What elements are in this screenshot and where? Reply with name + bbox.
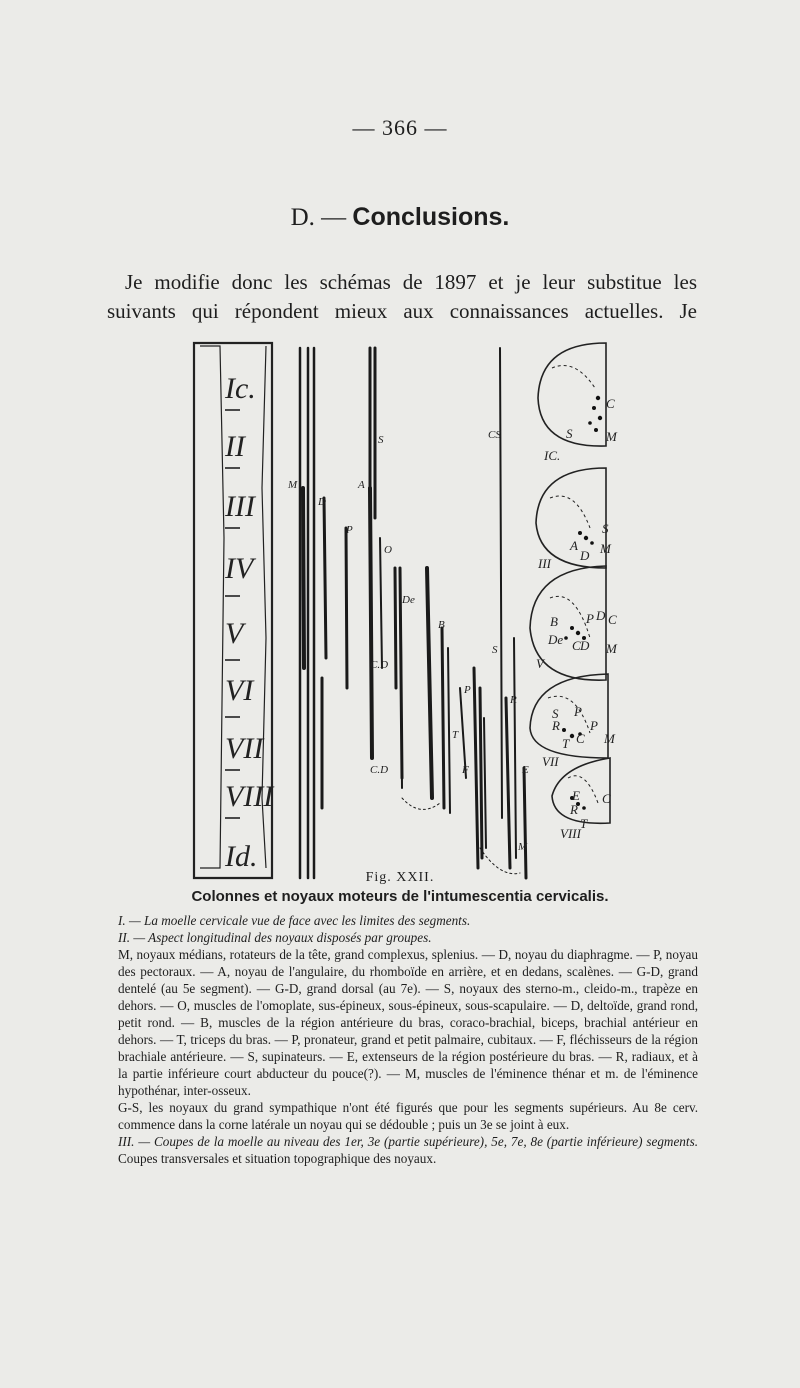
nucleus-label: C: [602, 791, 611, 806]
nucleus-label: P: [574, 704, 582, 719]
cross-sections: [530, 343, 610, 823]
motor-columns: [300, 348, 526, 878]
column-label: M: [288, 479, 298, 491]
column-label: P: [346, 524, 353, 536]
heading-dash: —: [321, 204, 347, 231]
column-label: P: [464, 684, 471, 696]
section-letter: D.: [290, 204, 315, 231]
nucleus-label: D: [596, 608, 606, 623]
nucleus-label: D: [580, 548, 590, 563]
nucleus-label: S: [566, 426, 573, 441]
legend-part-iii: III. — Coupes de la moelle au niveau des 1er, 3e (partie supérieure), 5e, 7e, 8e (partie inférieure) segments.: [118, 1134, 698, 1149]
page-number: — 366 —: [352, 115, 448, 140]
nucleus-label: De: [548, 632, 564, 647]
figure-legend: [118, 912, 698, 1167]
column-label: C.D: [370, 659, 389, 671]
legend-gs-text: G-S, les noyaux du grand sympathique n'ont été figurés que pour les segments supérieurs. Au 8e cerv. commence dans la corne latérale un noyau qui se dédouble ; puis un 3e se joint à eux.: [118, 1100, 698, 1132]
segment-label: III: [225, 490, 255, 523]
segment-label: VII: [225, 732, 264, 765]
nucleus-label: M: [604, 731, 615, 746]
segment-label: Ic.: [225, 372, 256, 405]
intro-paragraph: [107, 268, 697, 326]
legend-part-ii-text: M, noyaux médians, rotateurs de la tête, grand complexus, splenius. — D, noyau du diaphragme. — P, noyau des pectoraux. — A, noyau de l'angulaire, du rhomboïde en arrière, et en dedans, scalènes. — G-D, grand dentelé (au 5e segment). — G-D, grand dorsal (au 7e). — S, noyaux des sterno-m., cleido-m., trapèze en dehors. — O, muscles de l'omoplate, sus-épineux, sous-épineux, sous-scapulaire. — D, deltoïde, grand rond, petit rond. — B, muscles de la région antérieure du bras, coraco-brachial, biceps, brachial antérieur en dehors. — T, triceps du bras. — P, pronateur, grand et petit palmaire, cubitaux. — F, fléchisseurs de la région brachiale antérieure. — S, supinateurs. — E, extenseurs de la région postérieure du bras. — R, radiaux, et à la partie inférieure court abducteur du pouce(?). — M, muscles de l'éminence thénar et m. de l'éminence hypothénar, inter-osseux.: [118, 947, 698, 1098]
section-label: VII: [542, 754, 559, 769]
column-label: M: [518, 841, 528, 853]
nucleus-label: E: [572, 788, 580, 803]
figure-label: Fig. XXII.: [365, 870, 435, 885]
column-label: De: [402, 594, 415, 606]
figure-caption: Colonnes et noyaux moteurs de l'intumescentia cervicalis.: [191, 888, 609, 905]
section-label: IC.: [544, 448, 561, 463]
nucleus-label: C: [608, 612, 617, 627]
column-label: S: [492, 644, 498, 656]
column-label: D: [318, 496, 326, 508]
figure-xxii: [180, 338, 620, 883]
section-title: Conclusions.: [352, 203, 510, 231]
column-label: F: [462, 764, 469, 776]
nucleus-label: P: [586, 611, 594, 626]
nucleus-label: S: [602, 521, 609, 536]
column-label: C.D: [370, 764, 389, 776]
legend-part-iii-text: Coupes transversales et situation topographique des noyaux.: [118, 1151, 437, 1166]
nucleus-label: C: [572, 638, 581, 653]
legend-part-ii: II. — Aspect longitudinal des noyaux disposés par groupes.: [118, 930, 432, 945]
nucleus-label: R: [552, 718, 560, 733]
intro-line: Je modifie donc les schémas de 1897 et je leur substitue les: [125, 270, 697, 294]
section-label: VIII: [560, 826, 581, 841]
column-label: R: [510, 694, 517, 706]
column-label: A: [358, 479, 365, 491]
nucleus-label: C: [606, 396, 615, 411]
segment-label: II: [225, 430, 245, 463]
nucleus-label: S: [552, 706, 559, 721]
segment-label: V: [225, 617, 244, 650]
column-label: B: [438, 619, 445, 631]
nucleus-label: D: [580, 638, 590, 653]
segment-label: Id.: [225, 840, 258, 873]
nucleus-label: B: [550, 614, 558, 629]
intro-line: suivants qui répondent mieux aux connaissances actuelles. Je: [107, 299, 697, 323]
segment-label: VIII: [225, 780, 274, 813]
nucleus-label: P: [590, 718, 598, 733]
section-label: III: [538, 556, 551, 571]
nucleus-label: M: [600, 541, 611, 556]
nucleus-label: T: [562, 736, 570, 751]
nucleus-label: M: [606, 641, 617, 656]
nucleus-label: C: [576, 731, 585, 746]
nucleus-label: M: [606, 429, 617, 444]
segment-label: VI: [225, 674, 254, 707]
column-label: S: [378, 434, 384, 446]
nucleus-label: A: [570, 538, 578, 553]
segment-label: IV: [225, 552, 254, 585]
legend-part-i: I. — La moelle cervicale vue de face avec les limites des segments.: [118, 913, 471, 928]
section-heading: [0, 203, 800, 232]
column-label: E: [522, 764, 529, 776]
section-label: V: [536, 656, 544, 671]
column-label: T: [452, 729, 459, 741]
nucleus-label: R: [570, 802, 578, 817]
column-label: O: [384, 544, 392, 556]
nucleus-label: T: [580, 816, 588, 831]
column-label: CS: [488, 429, 501, 441]
